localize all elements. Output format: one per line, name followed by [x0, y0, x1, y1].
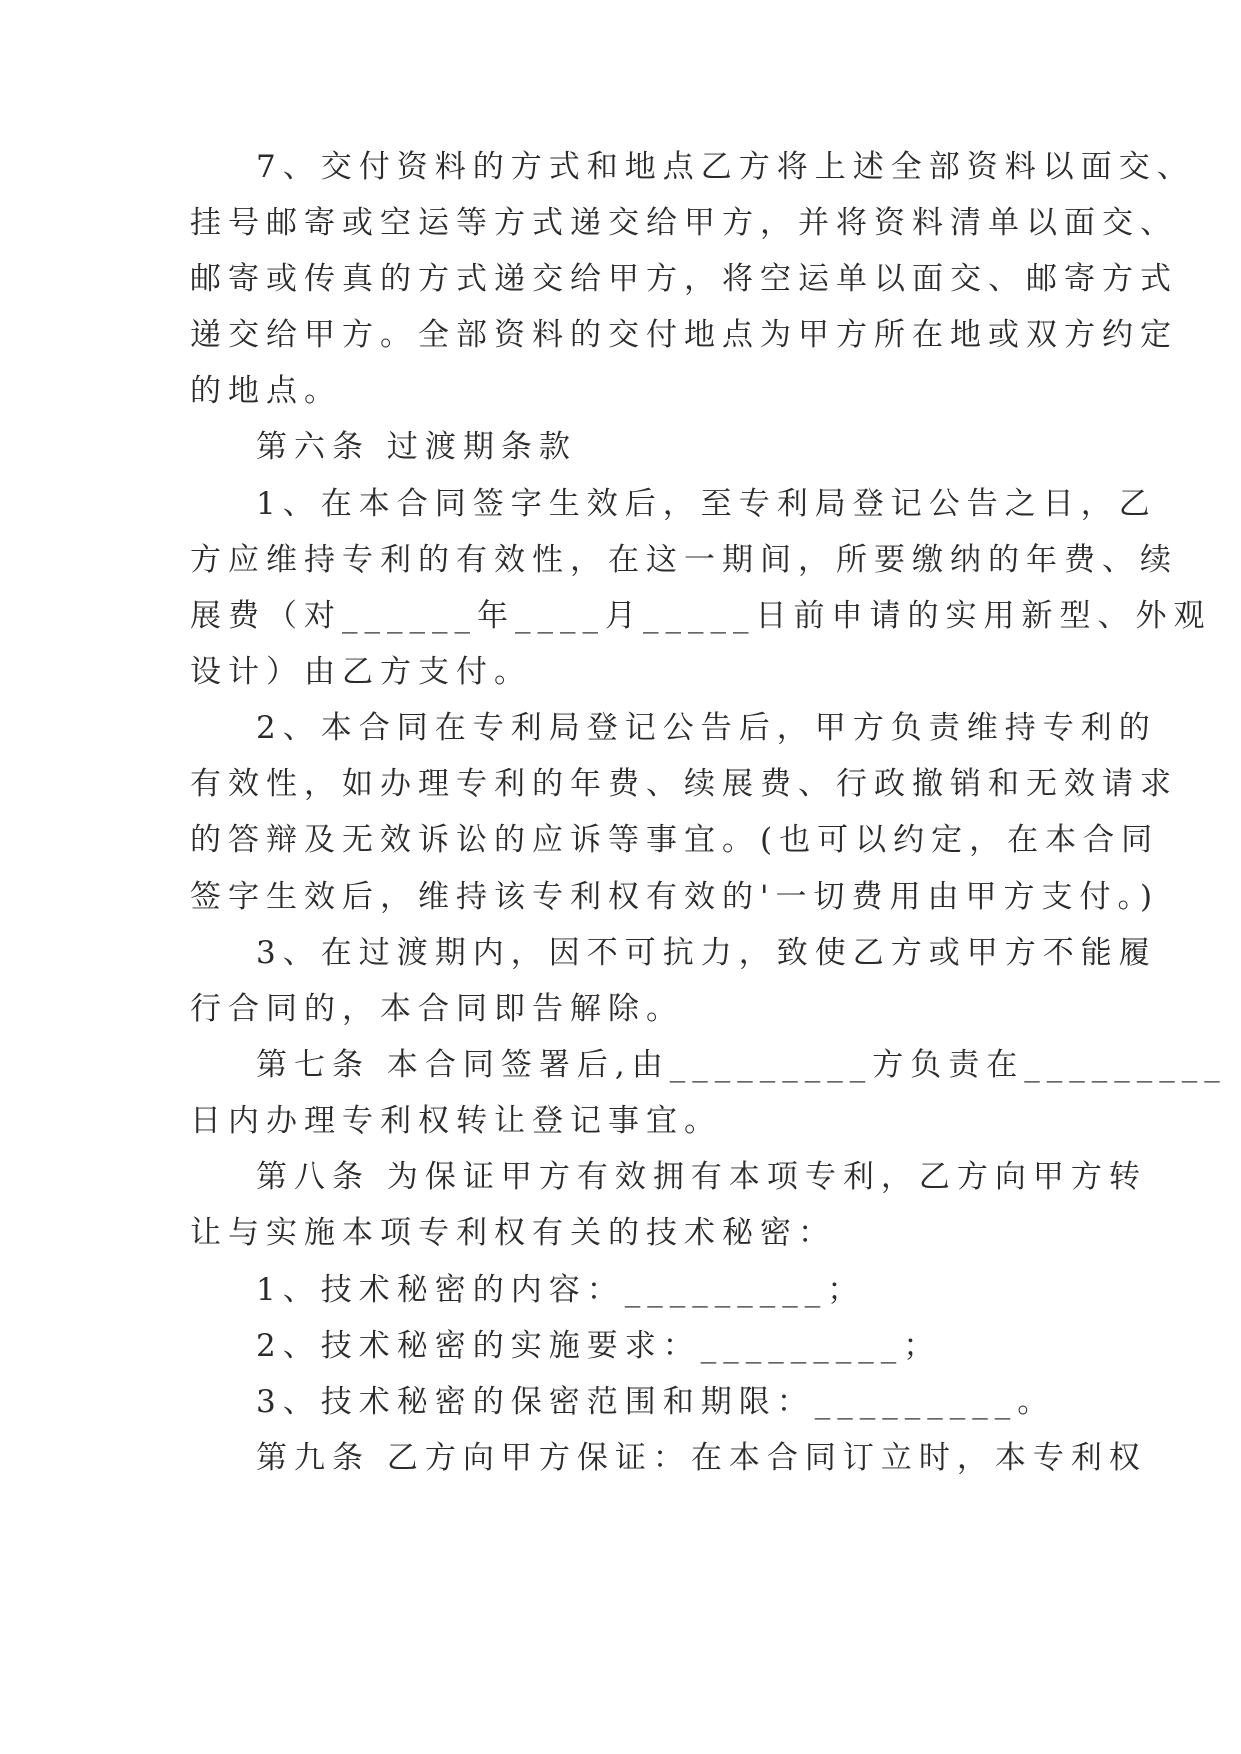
- paragraph-line: 挂号邮寄或空运等方式递交给甲方，并将资料清单以面交、: [190, 205, 1178, 241]
- paragraph-line: 1、技术秘密的内容：_________；: [256, 1272, 866, 1308]
- paragraph-line: 设计）由乙方支付。: [190, 654, 532, 690]
- paragraph-line: 第八条 为保证甲方有效拥有本项专利，乙方向甲方转: [256, 1159, 1147, 1195]
- paragraph-line: 1、在本合同签字生效后，至专利局登记公告之日，乙: [256, 486, 1157, 522]
- paragraph-line: 日内办理专利权转让登记事宜。: [190, 1103, 722, 1139]
- paragraph-line: 让与实施本项专利权有关的技术秘密：: [190, 1215, 836, 1251]
- paragraph-line: 展费（对______年____月_____日前申请的实用新型、外观: [190, 598, 1212, 634]
- paragraph-line: 方应维持专利的有效性，在这一期间，所要缴纳的年费、续: [190, 542, 1178, 578]
- paragraph-line: 2、本合同在专利局登记公告后，甲方负责维持专利的: [256, 710, 1157, 746]
- paragraph-line: 第九条 乙方向甲方保证：在本合同订立时，本专利权: [256, 1440, 1147, 1476]
- paragraph-line: 3、技术秘密的保密范围和期限：_________。: [256, 1384, 1056, 1420]
- paragraph-line: 2、技术秘密的实施要求：_________；: [256, 1328, 942, 1364]
- paragraph-line: 的地点。: [190, 373, 342, 409]
- paragraph-line: 邮寄或传真的方式递交给甲方，将空运单以面交、邮寄方式: [190, 261, 1178, 297]
- section-heading: 第六条 过渡期条款: [256, 429, 577, 465]
- paragraph-line: 7、交付资料的方式和地点乙方将上述全部资料以面交、: [256, 149, 1195, 185]
- paragraph-line: 3、在过渡期内，因不可抗力，致使乙方或甲方不能履: [256, 935, 1157, 971]
- paragraph-line: 行合同的，本合同即告解除。: [190, 991, 684, 1027]
- paragraph-line: 递交给甲方。全部资料的交付地点为甲方所在地或双方约定: [190, 317, 1178, 353]
- paragraph-line: 的答辩及无效诉讼的应诉等事宜。(也可以约定，在本合同: [190, 822, 1160, 858]
- paragraph-line: 第七条 本合同签署后,由_________方负责在_________: [256, 1047, 1227, 1083]
- paragraph-line: 签字生效后，维持该专利权有效的'一切费用由甲方支付。): [190, 879, 1160, 915]
- paragraph-line: 有效性，如办理专利的年费、续展费、行政撤销和无效请求: [190, 766, 1178, 802]
